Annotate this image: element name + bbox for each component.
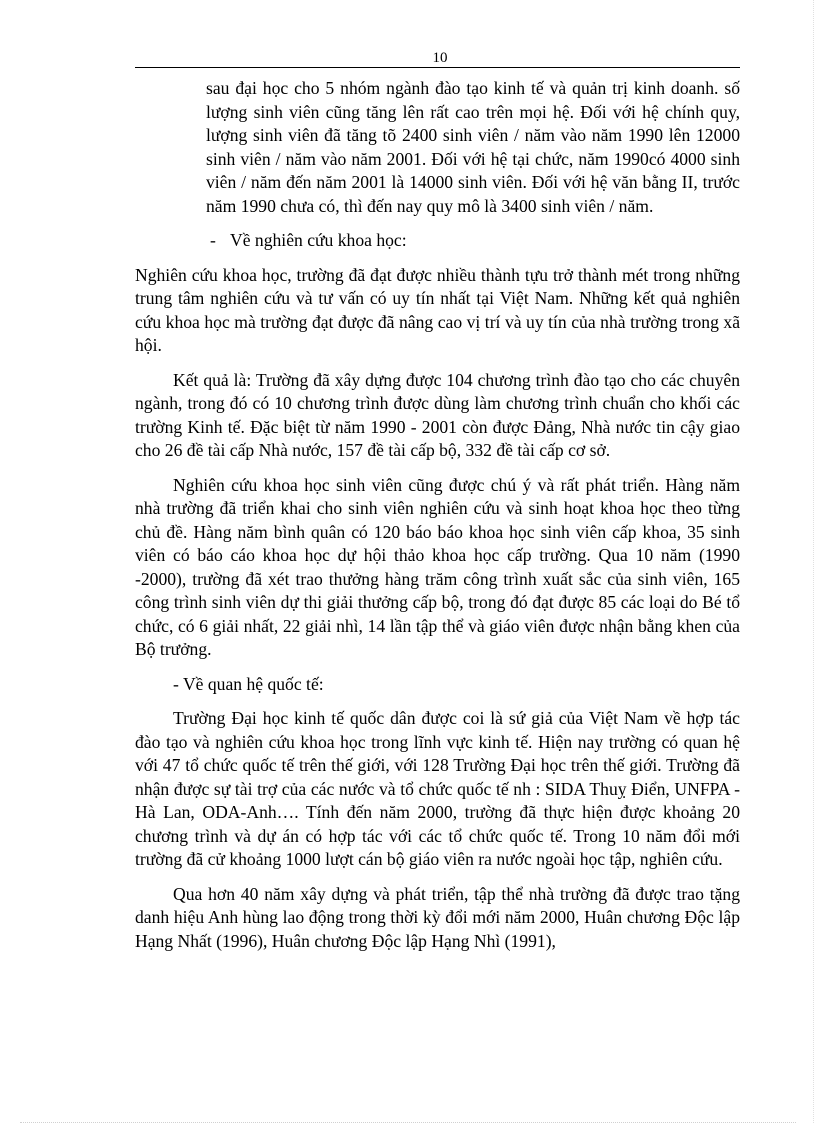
page-right-border (813, 0, 814, 1123)
section-heading-research-text: Về nghiên cứu khoa học: (230, 230, 407, 250)
paragraph-enrollment: sau đại học cho 5 nhóm ngành đào tạo kinh tế và quản trị kinh doanh. số lượng sinh viên cũng tăng lên rất cao trên mọi hệ. Đối với hệ chính quy, lượng sinh viên đã tăng tõ 2400 sinh viên / năm vào năm 1990 lên 12000 sinh viên / năm vào năm 2001. Đối với hệ tại chức, năm 1990có 4000 sinh viên / năm đến năm 2001 là 14000 sinh viên. Đối với hệ văn bằng II, trước năm 1990 chưa có, thì đến nay quy mô là 3400 sinh viên / năm. (206, 78, 740, 216)
section-heading-research (135, 229, 740, 253)
paragraph-research-intro: Nghiên cứu khoa học, trường đã đạt được nhiều thành tựu trở thành mét trong những trung tâm nghiên cứu và tư vấn có uy tín nhất tại Việt Nam. Những kết quả nghiên cứu khoa học mà trường đạt được đã nâng cao vị trí và uy tín của nhà trường trong xã hội. (135, 264, 740, 355)
paragraph-international: Trường Đại học kinh tế quốc dân được coi là sứ giả của Việt Nam về hợp tác đào tạo và nghiên cứu khoa học trong lĩnh vực kinh tế. Hiện nay trường có quan hệ với 47 tổ chức quốc tế trên thế giới, với 128 Trường Đại học trên thế giới. Trường đã nhận được sự tài trợ của các nước và tổ chức quốc tế nh : SIDA Thuỵ Điển, UNFPA - Hà Lan, ODA-Anh…. Tính đến năm 2000, trường đã thực hiện được khoảng 20 chương trình và dự án có hợp tác với các tổ chức quốc tế. Trong 10 năm đổi mới trường đã cử khoảng 1000 lượt cán bộ giáo viên ra nước ngoài học tập, nghiên cứu. (135, 708, 740, 869)
bullet-dash: - (210, 230, 216, 250)
paragraph-student-research: Nghiên cứu khoa học sinh viên cũng được chú ý và rất phát triển. Hàng năm nhà trường đã triển khai cho sinh viên nghiên cứu và sinh hoạt khoa học theo từng chủ đề. Hàng năm bình quân có 120 báo báo khoa học sinh viên cấp khoa, 35 sinh viên có báo cáo khoa học dự hội thảo khoa học cấp trường. Qua 10 năm (1990 -2000), trường đã xét trao thưởng hàng trăm công trình xuất sắc của sinh viên, 165 công trình sinh viên dự thi giải thưởng cấp bộ, trong đó đạt được 85 các loại do Bé tổ chức, có 6 giải nhất, 22 giải nhì, 14 lần tập thể và giáo viên được nhận bằng khen của Bộ trưởng. (135, 474, 740, 659)
paragraph-research-results: Kết quả là: Trường đã xây dựng được 104 chương trình đào tạo cho các chuyên ngành, trong đó có 10 chương trình được dùng làm chương trình chuẩn cho khối các trường Kinh tế. Đặc biệt từ năm 1990 - 2001 còn được Đảng, Nhà nước tin cậy giao cho 26 đề tài cấp Nhà nước, 157 đề tài cấp bộ, 332 đề tài cấp cơ sở. (135, 369, 740, 460)
page-number: 10 (432, 50, 448, 66)
section-heading-international: - Về quan hệ quốc tế: (173, 673, 324, 694)
paragraph-awards: Qua hơn 40 năm xây dựng và phát triển, tập thể nhà trường đã được trao tặng danh hiệu Anh hùng lao động trong thời kỳ đổi mới năm 2000, Huân chương Độc lập Hạng Nhất (1996), Huân chương Độc lập Hạng Nhì (1991), (135, 883, 740, 951)
header-divider (135, 67, 740, 68)
document-body (135, 77, 740, 964)
